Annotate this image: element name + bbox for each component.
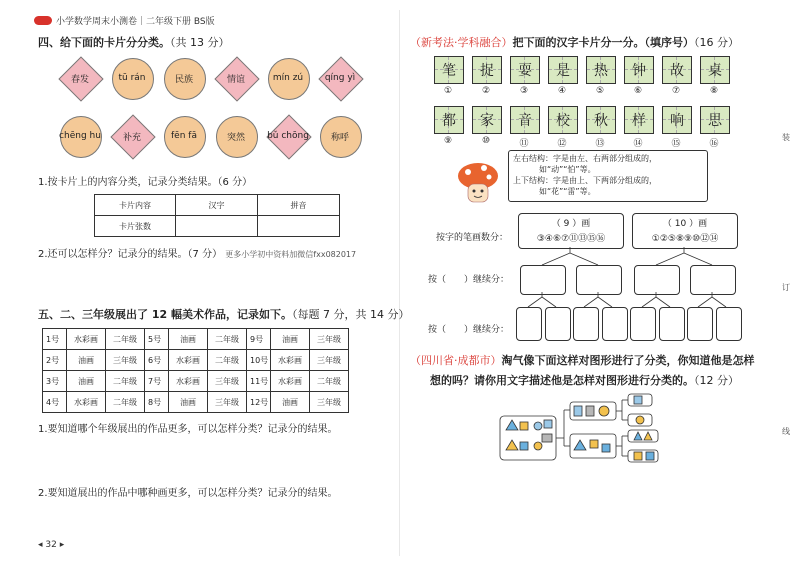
hanzi-char: 故 xyxy=(670,63,684,79)
card-text: 民族 xyxy=(174,74,193,85)
hanzi-number: ⑫ xyxy=(557,139,567,149)
card-text: fēn fā xyxy=(171,131,197,141)
card-text: 情谊 xyxy=(226,74,245,85)
hanzi-char: 钟 xyxy=(632,63,646,79)
answer-box-3e[interactable] xyxy=(630,307,656,341)
card-text: 称呼 xyxy=(330,132,349,143)
hanzi-char: 是 xyxy=(556,63,570,79)
table-cell: 水彩画 xyxy=(271,350,310,371)
word-card xyxy=(58,114,102,158)
word-card xyxy=(214,114,258,158)
table-cell: 7号 xyxy=(145,371,169,392)
count-pinyin-cell[interactable] xyxy=(258,216,340,237)
table-cell: 1号 xyxy=(43,329,67,350)
word-card xyxy=(214,56,258,100)
count-hanzi-cell[interactable] xyxy=(176,216,258,237)
stroke-10-box: （ 10 ）画 ①②⑤⑧⑨⑩⑫⑭ xyxy=(632,213,738,249)
th-content: 卡片内容 xyxy=(95,195,176,216)
hanzi-number: ③ xyxy=(519,86,529,96)
ad-text: 更多小学初中资料加微信fxx082017 xyxy=(225,250,357,259)
hanzi-number: ⑤ xyxy=(595,86,605,96)
hanzi-card xyxy=(624,106,654,134)
hanzi-number: ⑬ xyxy=(595,139,605,149)
word-card xyxy=(266,114,310,158)
card-text: qíng yì xyxy=(324,73,356,83)
binding-char-3: 线 xyxy=(782,427,790,436)
table-cell: 油画 xyxy=(67,371,106,392)
hanzi-char: 笔 xyxy=(442,63,456,79)
hanzi-card xyxy=(510,106,540,134)
sec5-question-2: 2.要知道展出的作品中哪种画更多，可以怎样分类？记录分的结果。 xyxy=(38,488,338,499)
answer-box-3h[interactable] xyxy=(716,307,742,341)
binding-char-1: 装 xyxy=(782,133,790,142)
table-cell: 油画 xyxy=(169,329,208,350)
artwork-table xyxy=(42,328,349,413)
mushroom-mascot-icon xyxy=(456,160,500,206)
hanzi-card xyxy=(700,56,730,84)
table-cell: 二年级 xyxy=(106,329,145,350)
table-cell: 4号 xyxy=(43,392,67,413)
word-card xyxy=(318,114,362,158)
table-cell: 水彩画 xyxy=(67,392,106,413)
hanzi-card xyxy=(434,106,464,134)
hanzi-card xyxy=(434,56,464,84)
hanzi-number: ⑨ xyxy=(443,136,453,146)
table-row xyxy=(43,371,349,392)
hanzi-number: ⑭ xyxy=(633,139,643,149)
table-cell: 二年级 xyxy=(310,371,349,392)
table-cell: 5号 xyxy=(145,329,169,350)
answer-box-3b[interactable] xyxy=(545,307,571,341)
word-card xyxy=(162,56,206,100)
card-text: mín zú xyxy=(272,73,304,83)
page-number: ◂ 32 ▸ xyxy=(38,540,65,550)
continue-label-2: 按（ ）继续分： xyxy=(428,325,510,335)
answer-box-3d[interactable] xyxy=(602,307,628,341)
sec4-question-1: 1.按卡片上的内容分类，记录分类结果。（6 分） xyxy=(38,177,253,188)
hanzi-card xyxy=(472,56,502,84)
hanzi-number: ① xyxy=(443,86,453,96)
answer-box-3g[interactable] xyxy=(687,307,713,341)
table-cell: 水彩画 xyxy=(67,329,106,350)
book-logo xyxy=(34,16,52,25)
table-cell: 三年级 xyxy=(106,350,145,371)
stroke-9-box: （ 9 ）画 ③④⑥⑦⑪⑬⑮⑯ xyxy=(518,213,624,249)
table-cell: 三年级 xyxy=(310,350,349,371)
answer-box-3f[interactable] xyxy=(659,307,685,341)
hanzi-card xyxy=(548,56,578,84)
section-7-title-line2: 想的吗？请你用文字描述他是怎样对图形进行分类的。（12 分） xyxy=(430,374,739,387)
hanzi-card xyxy=(586,56,616,84)
stroke-count-label: 按字的笔画数分： xyxy=(436,233,509,243)
structure-hint-bubble: 左右结构：字是由左、右两部分组成的， 如“动”“怕”等。 上下结构：字是由上、下两部分组成的， 如“花”“雷”等。 xyxy=(508,150,708,202)
word-card xyxy=(162,114,206,158)
hanzi-number: ④ xyxy=(557,86,567,96)
section-4-title: 四、给下面的卡片分分类。（共 13 分） xyxy=(38,36,230,49)
sec4-question-2: 2.还可以怎样分？记录分的结果。（7 分） 更多小学初中资料加微信fxx082017 xyxy=(38,249,357,260)
card-text: 春发 xyxy=(70,74,89,85)
table-row xyxy=(43,350,349,371)
hanzi-char: 秋 xyxy=(594,113,608,129)
table-cell: 二年级 xyxy=(208,329,247,350)
table-cell: 油画 xyxy=(169,392,208,413)
hanzi-number: ⑧ xyxy=(709,86,719,96)
answer-box-2b[interactable] xyxy=(576,265,622,295)
card-text: 突然 xyxy=(226,132,245,143)
hanzi-number: ② xyxy=(481,86,491,96)
hanzi-char: 样 xyxy=(632,113,646,129)
answer-box-2a[interactable] xyxy=(520,265,566,295)
word-card xyxy=(266,56,310,100)
hanzi-number: ⑩ xyxy=(481,136,491,146)
table-cell: 2号 xyxy=(43,350,67,371)
word-card xyxy=(318,56,362,100)
table-cell: 水彩画 xyxy=(169,350,208,371)
table-cell: 11号 xyxy=(247,371,271,392)
table-cell: 12号 xyxy=(247,392,271,413)
word-card xyxy=(58,56,102,100)
word-card xyxy=(110,56,154,100)
th-pinyin: 拼音 xyxy=(258,195,340,216)
center-divider xyxy=(399,10,400,556)
table-cell: 油画 xyxy=(271,329,310,350)
table-cell: 8号 xyxy=(145,392,169,413)
hanzi-char: 捉 xyxy=(480,63,494,79)
hanzi-number: ⑦ xyxy=(671,86,681,96)
hanzi-card xyxy=(662,56,692,84)
card-text: tū rán xyxy=(118,73,146,83)
hanzi-card xyxy=(624,56,654,84)
hanzi-char: 校 xyxy=(556,113,570,129)
hanzi-number: ⑯ xyxy=(709,139,719,149)
table-cell: 二年级 xyxy=(208,350,247,371)
hanzi-char: 热 xyxy=(594,63,608,79)
shape-classification-diagram xyxy=(498,390,768,470)
answer-box-2d[interactable] xyxy=(690,265,736,295)
hanzi-card xyxy=(510,56,540,84)
table-cell: 三年级 xyxy=(310,329,349,350)
hanzi-char: 音 xyxy=(518,113,532,129)
continue-label-1: 按（ ）继续分： xyxy=(428,275,510,285)
hanzi-card xyxy=(586,106,616,134)
card-text: bǔ chōng xyxy=(267,131,309,141)
sec4-card-table xyxy=(94,194,340,237)
table-cell: 三年级 xyxy=(310,392,349,413)
hanzi-number: ⑮ xyxy=(671,139,681,149)
hanzi-card xyxy=(662,106,692,134)
page-header: 小学数学周末小测卷｜二年级下册 BS版 xyxy=(56,17,215,27)
table-cell: 三年级 xyxy=(208,392,247,413)
answer-box-3c[interactable] xyxy=(573,307,599,341)
hanzi-char: 响 xyxy=(670,113,684,129)
table-cell: 油画 xyxy=(67,350,106,371)
card-text: 补充 xyxy=(122,132,141,143)
table-cell: 3号 xyxy=(43,371,67,392)
table-cell: 二年级 xyxy=(106,371,145,392)
hanzi-number: ⑪ xyxy=(519,139,529,149)
table-cell: 水彩画 xyxy=(271,371,310,392)
hanzi-card xyxy=(472,106,502,134)
hanzi-char: 都 xyxy=(442,113,456,129)
section-7-title-line1: （四川省·成都市）淘气像下面这样对图形进行了分类，你知道他是怎样 xyxy=(410,354,755,367)
table-cell: 水彩画 xyxy=(169,371,208,392)
section-6-title: （新考法·学科融合）把下面的汉字卡片分一分。（填序号）（16 分） xyxy=(410,36,739,49)
hanzi-char: 耍 xyxy=(518,63,532,79)
table-cell: 10号 xyxy=(247,350,271,371)
table-cell: 9号 xyxy=(247,329,271,350)
hanzi-card xyxy=(548,106,578,134)
answer-box-3a[interactable] xyxy=(516,307,542,341)
card-text: chēng hu xyxy=(59,131,101,141)
binding-char-2: 订 xyxy=(782,283,790,292)
table-row xyxy=(43,329,349,350)
hanzi-number: ⑥ xyxy=(633,86,643,96)
hanzi-char: 家 xyxy=(480,113,494,129)
table-cell: 6号 xyxy=(145,350,169,371)
table-cell: 油画 xyxy=(271,392,310,413)
word-card xyxy=(110,114,154,158)
hanzi-char: 思 xyxy=(708,113,722,129)
answer-box-2c[interactable] xyxy=(634,265,680,295)
table-cell: 三年级 xyxy=(208,371,247,392)
hanzi-char: 桌 xyxy=(708,63,722,79)
section-5-title: 五、二、三年级展出了 12 幅美术作品，记录如下。（每题 7 分，共 14 分） xyxy=(38,308,410,321)
sec5-question-1: 1.要知道哪个年级展出的作品更多，可以怎样分类？记录分的结果。 xyxy=(38,424,338,435)
row-count-label: 卡片张数 xyxy=(95,216,176,237)
th-hanzi: 汉字 xyxy=(176,195,258,216)
hanzi-card xyxy=(700,106,730,134)
table-row xyxy=(43,392,349,413)
table-cell: 二年级 xyxy=(106,392,145,413)
